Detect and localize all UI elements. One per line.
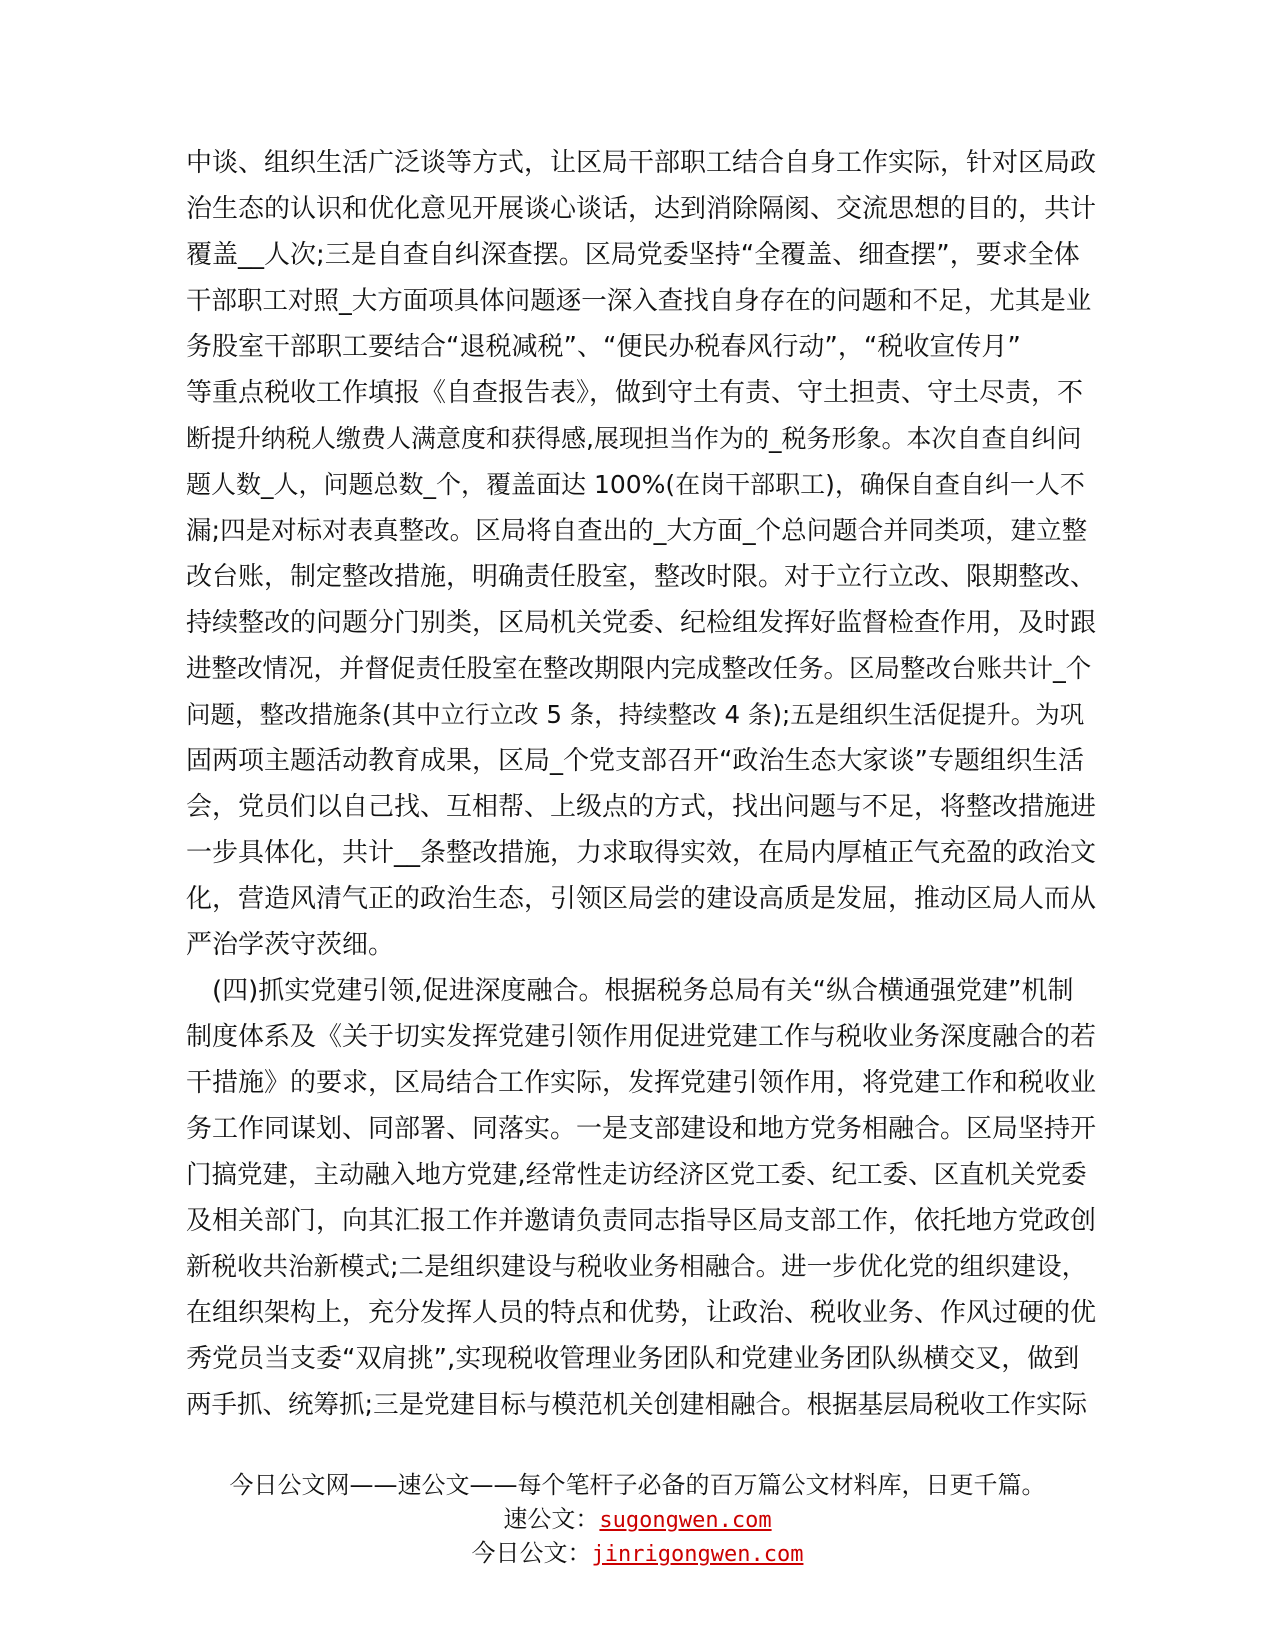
text-line: 等重点税收工作填报《自查报告表》，做到守土有责、守土担责、守土尽责，不 (186, 378, 1084, 408)
text-line: 治生态的认识和优化意见开展谈心谈话，达到消除隔阂、交流思想的目的，共计 (186, 194, 1097, 224)
text-line: 持续整改的问题分门别类，区局机关党委、纪检组发挥好监督检查作用，及时跟 (186, 608, 1097, 638)
text-line: 改台账，制定整改措施，明确责任股室，整改时限。对于立行立改、限期整改、 (186, 562, 1097, 592)
text-line: 会，党员们以自己找、互相帮、上级点的方式，找出问题与不足，将整改措施进 (186, 792, 1097, 822)
text-line: 进整改情况，并督促责任股室在整改期限内完成整改任务。区局整改台账共计_个 (186, 654, 1092, 684)
text-line: 化，营造风清气正的政治生态，引领区局尝的建设高质是发屈，推动区局人而从 (186, 884, 1097, 914)
text-line: 及相关部门，向其汇报工作并邀请负责同志指导区局支部工作，依托地方党政创 (186, 1206, 1097, 1236)
document-body (186, 140, 1096, 1428)
text-line: 题人数_人，问题总数_个，覆盖面达 100%(在岗干部职工)，确保自查自纠一人不 (186, 470, 1085, 499)
footer-line-jinrigongwen (0, 1536, 1275, 1570)
text-line: 在组织架构上，充分发挥人员的特点和优势，让政治、税收业务、作风过硬的优 (186, 1298, 1097, 1328)
page-footer (0, 1468, 1275, 1570)
text-line: 问题，整改措施条(其中立行立改 5 条，持续整改 4 条);五是组织生活促提升。为巩 (186, 700, 1085, 729)
text-line: 务工作同谋划、同部署、同落实。一是支部建设和地方党务相融合。区局坚持开 (186, 1114, 1097, 1144)
text-line: 两手抓、统筹抓;三是党建目标与模范机关创建相融合。根据基层局税收工作实际 (186, 1390, 1088, 1420)
text-line: 干部职工对照_大方面项具体问题逐一深入查找自身存在的问题和不足，尤其是业 (186, 286, 1092, 316)
text-line: 断提升纳税人缴费人满意度和获得感,展现担当作为的_税务形象。本次自查自纠问 (186, 424, 1082, 453)
text-line: 固两项主题活动教育成果，区局_个党支部召开“政治生态大家谈”专题组织生活 (186, 746, 1084, 776)
text-line: 干措施》的要求，区局结合工作实际，发挥党建引领作用，将党建工作和税收业 (186, 1068, 1097, 1098)
text-line: 新税收共治新模式;二是组织建设与税收业务相融合。进一步优化党的组织建设， (186, 1252, 1088, 1282)
text-line-indented: (四)抓实党建引领,促进深度融合。根据税务总局有关“纵合横通强党建”机制 (212, 976, 1074, 1006)
text-line: 务股室干部职工要结合“退税减税”、“便民办税春风行动”，“税收宣传月” (186, 332, 1021, 362)
footer-tagline: 今日公文网——速公文——每个笔杆子必备的百万篇公文材料库，日更千篇。 (229, 1471, 1046, 1499)
sugongwen-link[interactable]: sugongwen.com (599, 1508, 772, 1533)
text-line: 秀党员当支委“双肩挑”,实现税收管理业务团队和党建业务团队纵横交叉，做到 (186, 1344, 1080, 1374)
text-line: 漏;四是对标对表真整改。区局将自查出的_大方面_个总问题合并同类项，建立整 (186, 516, 1088, 546)
text-line: 一步具体化，共计__条整改措施，力求取得实效，在局内厚植正气充盈的政治文 (186, 838, 1097, 868)
text-line: 制度体系及《关于切实发挥党建引领作用促进党建工作与税收业务深度融合的若 (186, 1022, 1097, 1052)
footer-label: 今日公文： (471, 1539, 592, 1567)
footer-line-sugongwen (0, 1502, 1275, 1536)
text-line: 覆盖__人次;三是自查自纠深查摆。区局党委坚持“全覆盖、细查摆”，要求全体 (186, 240, 1080, 270)
jinrigongwen-link[interactable]: jinrigongwen.com (591, 1542, 804, 1567)
text-line: 中谈、组织生活广泛谈等方式，让区局干部职工结合自身工作实际，针对区局政 (186, 148, 1097, 178)
footer-label: 速公文： (503, 1505, 600, 1533)
text-line: 严治学茨守茨细。 (186, 930, 395, 960)
text-line: 门搞党建，主动融入地方党建,经常性走访经济区党工委、纪工委、区直机关党委 (186, 1160, 1087, 1190)
